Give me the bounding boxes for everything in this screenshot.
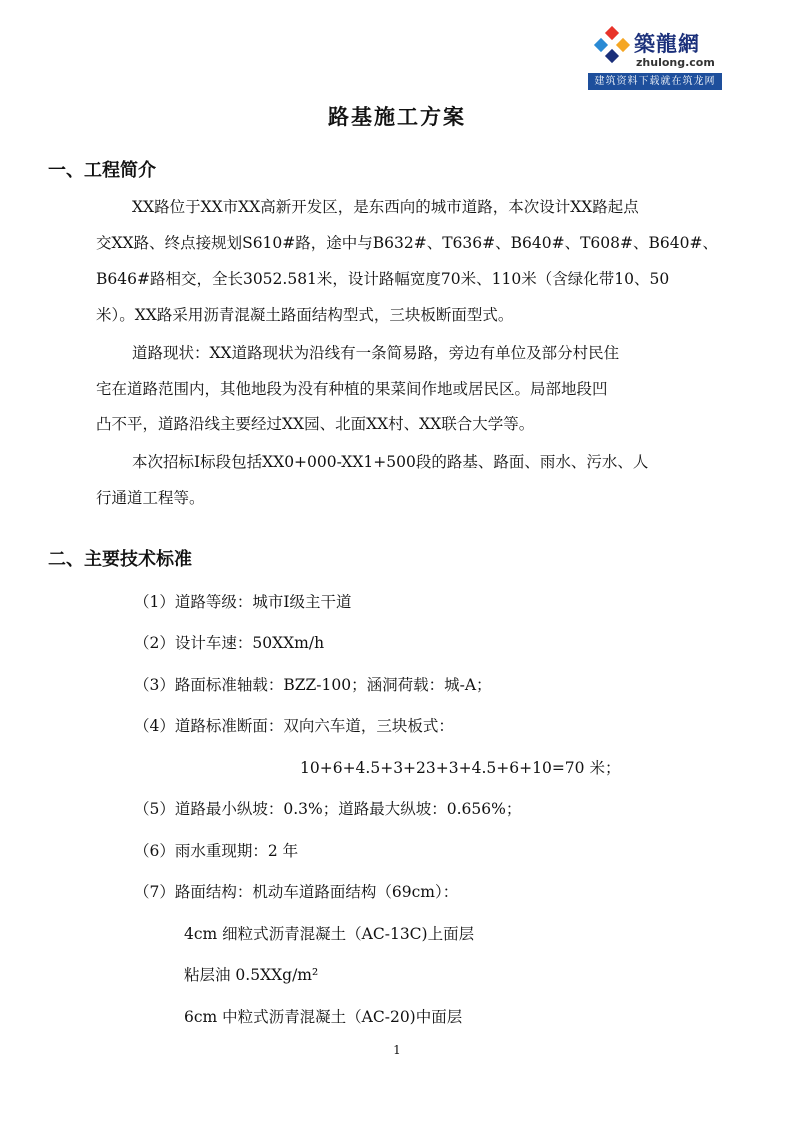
paragraph-line: 宅在道路范围内，其他地段为没有种植的果菜间作地或居民区。局部地段凹 — [96, 380, 608, 398]
paragraph-line: 道路现状：XX道路现状为沿线有一条简易路，旁边有单位及部分村民住 — [132, 344, 620, 362]
paragraph-line: B646#路相交，全长3052.581米，设计路幅宽度70米、110米（含绿化带10、50 — [96, 270, 670, 288]
standard-item: （5）道路最小纵坡：0.3%；道路最大纵坡：0.656%； — [134, 800, 522, 818]
standard-item: （7）路面结构：机动车道路面结构（69cm）： — [134, 883, 459, 901]
paragraph-line: 本次招标I标段包括XX0+000-XX1+500段的路基、路面、雨水、污水、人 — [132, 453, 649, 471]
document-title: 路基施工方案 — [328, 104, 466, 129]
paragraph-line: 米）。XX路采用沥青混凝土路面结构型式，三块板断面型式。 — [96, 306, 514, 324]
standard-item: （4）道路标准断面：双向六车道，三块板式： — [134, 717, 454, 735]
paragraph-line: 行通道工程等。 — [96, 489, 205, 507]
pavement-layer: 6cm 中粒式沥青混凝土（AC-20)中面层 — [184, 1008, 463, 1026]
section-heading-overview: 一、工程简介 — [48, 160, 156, 181]
standard-item: （3）路面标准轴载：BZZ-100；涵洞荷载：城-A； — [134, 676, 492, 694]
paragraph-line: XX路位于XX市XX高新开发区，是东西向的城市道路，本次设计XX路起点 — [132, 198, 639, 216]
logo-brand: 築龍網 — [634, 32, 700, 56]
page-number: 1 — [393, 1043, 401, 1057]
zhulong-logo-icon — [592, 26, 632, 66]
standard-item-formula: 10+6+4.5+3+23+3+4.5+6+10=70 米； — [300, 759, 621, 777]
standard-item: （6）雨水重现期：2 年 — [134, 842, 299, 860]
logo-domain: zhulong.com — [636, 56, 715, 69]
standard-item: （2）设计车速：50XXm/h — [134, 634, 325, 652]
pavement-layer: 4cm 细粒式沥青混凝土（AC-13C)上面层 — [184, 925, 475, 943]
pavement-layer: 粘层油 0.5XXg/m² — [184, 966, 319, 984]
logo-slogan: 建筑资料下载就在筑龙网 — [588, 73, 722, 90]
standard-item: （1）道路等级：城市Ⅰ级主干道 — [134, 593, 352, 611]
paragraph-line: 凸不平，道路沿线主要经过XX园、北面XX村、XX联合大学等。 — [96, 415, 535, 433]
paragraph-line: 交XX路、终点接规划S610#路，途中与B632#、T636#、B640#、T608#、B640#、 — [96, 234, 718, 252]
zhulong-logo — [588, 22, 722, 92]
section-heading-standards: 二、主要技术标准 — [48, 549, 192, 570]
